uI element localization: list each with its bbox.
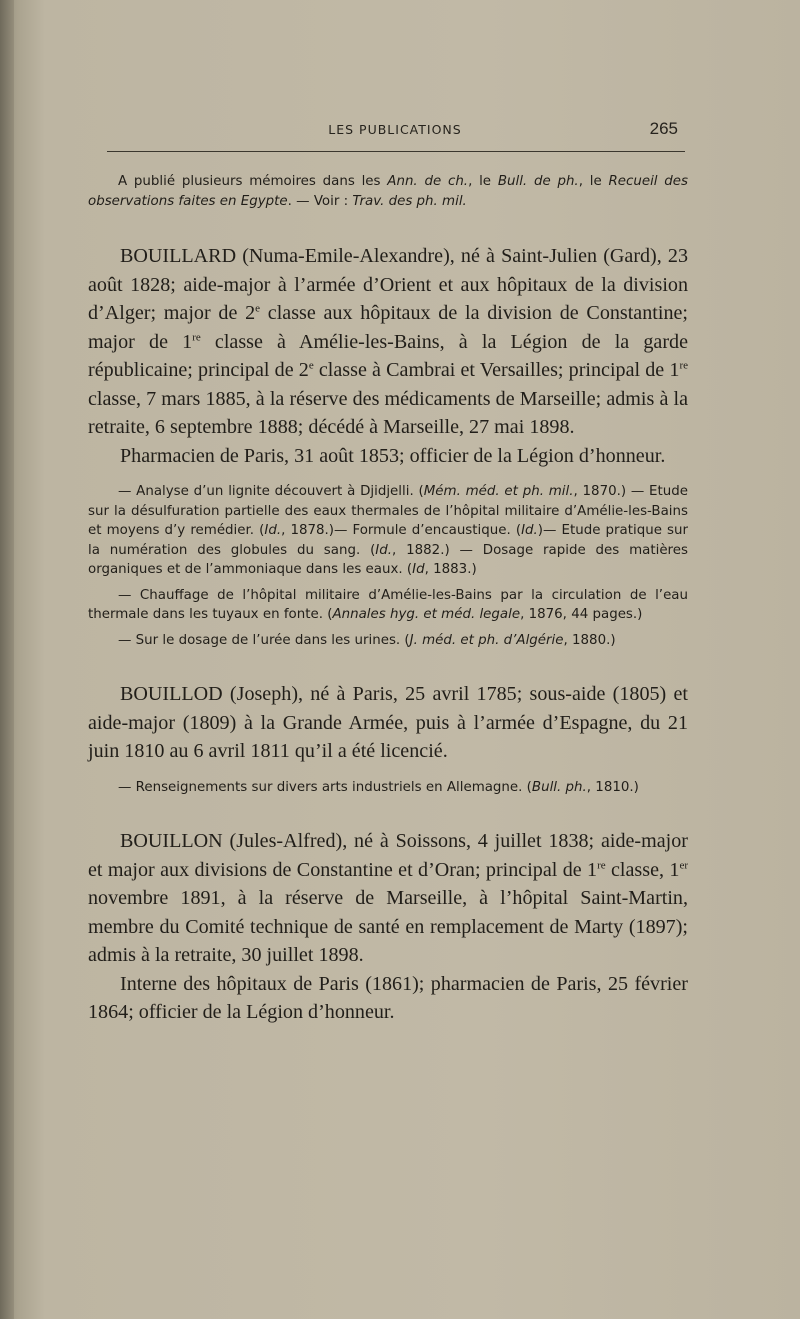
work-ref: Annales hyg. et méd. legale bbox=[332, 607, 521, 622]
work-ref: J. méd. et ph. d’Algérie bbox=[409, 632, 564, 648]
work-text: , 1883.) bbox=[424, 562, 477, 577]
ordinal-sup: e bbox=[255, 302, 261, 315]
work-text: — Sur le dosage de l’urée dans les urines. ( bbox=[118, 632, 410, 648]
work-text: , 1880.) bbox=[563, 632, 616, 648]
bouillard-bio: classe à Cambrai et Versailles; principal de 1 bbox=[313, 359, 680, 381]
work-text: — Analyse d’un lignite découvert à Djidjelli. ( bbox=[118, 484, 424, 499]
bouillod-work bbox=[88, 778, 688, 798]
bouillon-bio: novembre 1891, à la réserve de Marseille, à l’hôpital Saint-Martin, membre du Comité technique de santé en remplacement de Marty (1897); admis à la retraite, 30 juillet 1898. bbox=[88, 887, 688, 966]
work-ref: Id. bbox=[375, 542, 393, 558]
intro-ref: Ann. de ch. bbox=[387, 174, 469, 189]
work-text: — Renseignements sur divers arts industriels en Allemagne. ( bbox=[118, 779, 532, 795]
bouillon-entry bbox=[88, 827, 688, 970]
bouillon-bio: classe, 1 bbox=[605, 858, 680, 881]
work-ref: Mém. méd. et ph. mil. bbox=[423, 484, 574, 499]
work-text: — Chauffage de l’hôpital militaire d’Amélie-les-Bains par la circulation de l’eau thermale dans les tuyaux en fonte. ( bbox=[88, 587, 688, 622]
page-content bbox=[88, 172, 688, 1027]
intro-ref: Recueil des observations faites en Egypte bbox=[88, 174, 689, 209]
bouillon-interne: Interne des hôpitaux de Paris (1861); pharmacien de Paris, 25 février 1864; officier de la Légion d’honneur. bbox=[88, 972, 688, 1023]
work-ref: Bull. ph. bbox=[531, 779, 587, 795]
bouillard-works-list bbox=[88, 482, 688, 650]
page-binding-edge bbox=[0, 0, 14, 1319]
intro-paragraph bbox=[88, 172, 688, 212]
bouillon-bio: BOUILLON (Jules-Alfred), né à Soissons, 4 juillet 1838; aide-major et major aux divisions de Constantine et d’Oran; principal de 1 bbox=[88, 830, 688, 881]
intro-ref: Trav. des ph. mil. bbox=[352, 194, 467, 209]
work-text: , 1876, 44 pages.) bbox=[520, 607, 643, 622]
intro-ref: Bull. de ph. bbox=[497, 174, 579, 189]
work-text: , 1810.) bbox=[586, 779, 639, 795]
bouillard-bio: classe aux hôpitaux de la division de Constantine; major de 1 bbox=[88, 302, 688, 353]
bouillard-pharmacien: Pharmacien de Paris, 31 août 1853; officier de la Légion d’honneur. bbox=[120, 444, 666, 467]
header-rule bbox=[107, 151, 685, 152]
intro-text: A publié plusieurs mémoires dans les bbox=[118, 174, 388, 189]
page-header bbox=[100, 119, 690, 146]
work-text: , 1882.) — Dosage rapide des matières organiques et de l’ammoniaque dans les eaux. ( bbox=[88, 542, 688, 577]
bouillard-work bbox=[88, 482, 688, 580]
ordinal-sup: re bbox=[192, 330, 201, 343]
work-text: , 1878.)— Formule d’encaustique. ( bbox=[281, 523, 522, 538]
bouillod-entry: BOUILLOD (Joseph), né à Paris, 25 avril 1785; sous-aide (1805) et aide-major (1809) à la Grande Armée, puis à l’armée d’Espagne, du 21 juin 1810 au 6 avril 1811 qu’il a été licencié. bbox=[88, 683, 688, 762]
bouillard-work bbox=[88, 586, 688, 625]
page-number: 265 bbox=[649, 119, 678, 138]
intro-text: , le bbox=[578, 174, 609, 189]
running-head: LES PUBLICATIONS bbox=[328, 122, 462, 137]
work-text: , 1870.) — Etude sur la désulfuration partielle des eaux thermales de l’hôpital militaire d’Amélie-les-Bains et moyens d’y remédier. ( bbox=[88, 484, 688, 538]
bouillard-bio: BOUILLARD (Numa-Emile-Alexandre), né à Saint-Julien (Gard), 23 août 1828; aide-major à l’armée d’Orient et aux hôpitaux de la division d’Alger; major de 2 bbox=[88, 245, 688, 324]
bouillard-bio: classe à Amélie-les-Bains, à la Légion de la garde républicaine; principal de 2 bbox=[88, 330, 688, 381]
ordinal-sup: e bbox=[308, 359, 314, 372]
ordinal-sup: er bbox=[679, 858, 688, 871]
intro-text: . — Voir : bbox=[287, 194, 353, 209]
intro-text: , le bbox=[468, 174, 498, 189]
work-ref: Id. bbox=[264, 523, 282, 538]
bouillard-entry bbox=[88, 242, 688, 442]
bouillard-work bbox=[88, 631, 688, 651]
ordinal-sup: re bbox=[679, 359, 688, 372]
work-text: )— Etude pratique sur la numération des globules du sang. ( bbox=[88, 523, 688, 558]
bouillard-bio: classe, 7 mars 1885, à la réserve des médicaments de Marseille; admis à la retraite, 6 septembre 1888; décédé à Marseille, 27 mai 1898. bbox=[88, 387, 688, 438]
work-ref: Id bbox=[412, 562, 425, 577]
work-ref: Id. bbox=[521, 523, 538, 538]
ordinal-sup: re bbox=[597, 858, 606, 871]
